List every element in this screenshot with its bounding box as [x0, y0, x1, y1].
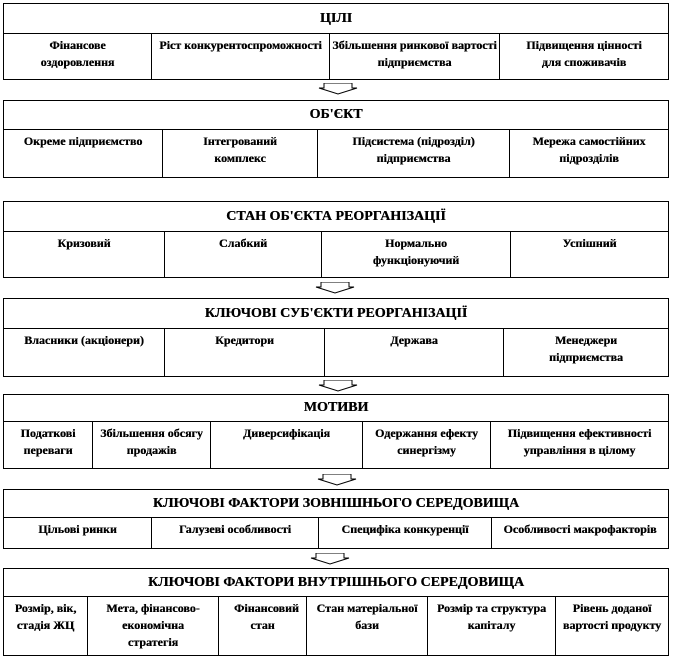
object-cell-network: Мережа самостійних підрозділів — [532, 134, 646, 165]
state-cell-normal: Нормально функціонуючий — [322, 232, 511, 277]
internal-factors-block — [3, 568, 669, 656]
internal-factors-header: КЛЮЧОВІ ФАКТОРИ ВНУТРІШНЬОГО СЕРЕДОВИЩА — [4, 569, 668, 597]
subjects-cell-managers: Менеджери підприємства — [549, 333, 623, 364]
object-cell-single-enterprise: Окреме підприємство — [4, 130, 163, 177]
internal-cell-financial-state: Фінансовий стан — [219, 597, 307, 655]
external-cell-macro-factors: Особливості макрофакторів — [503, 522, 657, 536]
motives-block — [3, 394, 669, 469]
motives-cell-tax-benefits: Податкові переваги — [4, 422, 93, 468]
internal-cell-size-age: Розмір, вік, стадія ЖЦ — [4, 597, 88, 655]
key-subjects-header: КЛЮЧОВІ СУБ'ЄКТИ РЕОРГАНІЗАЦІЇ — [4, 299, 668, 329]
subjects-cell-creditors: Кредитори — [165, 329, 325, 376]
external-factors-header: КЛЮЧОВІ ФАКТОРИ ЗОВНІШНЬОГО СЕРЕДОВИЩА — [4, 490, 668, 518]
motives-cell-sales-growth: Збільшення обсягу продажів — [93, 422, 211, 468]
motives-cell-diversification: Диверсифікація — [211, 422, 363, 468]
external-cell-target-markets: Цільові ринки — [4, 518, 152, 548]
arrow-down-icon — [310, 553, 350, 565]
subjects-cell-owners: Власники (акціонери) — [4, 329, 165, 376]
state-cell-crisis: Кризовий — [4, 232, 165, 277]
object-state-header: СТАН ОБ'ЄКТА РЕОРГАНІЗАЦІЇ — [4, 202, 668, 232]
motives-cell-management-efficiency: Підвищення ефективності управління в цілому — [507, 426, 652, 457]
motives-header: МОТИВИ — [4, 395, 668, 422]
arrow-down-icon — [318, 83, 358, 95]
external-factors-block — [3, 489, 669, 549]
motives-cell-synergy: Одержання ефекту синергізму — [363, 422, 491, 468]
key-subjects-block — [3, 298, 669, 377]
goals-cell-financial-recovery: Фінансове оздоровлення — [4, 34, 152, 79]
internal-cell-value-added: Рівень доданої вартості продукту — [562, 601, 662, 632]
state-cell-weak: Слабкий — [165, 232, 322, 277]
goals-cell-market-value: Збільшення ринкової вартості підприємства — [330, 34, 500, 79]
object-state-block — [3, 201, 669, 278]
state-cell-successful: Успішний — [562, 236, 617, 250]
object-block — [3, 100, 669, 178]
external-cell-industry-features: Галузеві особливості — [152, 518, 319, 548]
subjects-cell-state: Держава — [325, 329, 504, 376]
arrow-down-icon — [315, 282, 355, 294]
goals-cell-consumer-value: Підвищення цінності для споживачів — [526, 38, 642, 69]
object-cell-subsystem: Підсистема (підрозділ) підприємства — [318, 130, 510, 177]
arrow-down-icon — [317, 474, 357, 486]
goals-block — [3, 3, 669, 80]
internal-cell-material-base: Стан матеріальної бази — [307, 597, 428, 655]
object-cell-integrated-complex: Інтегрований комплекс — [163, 130, 318, 177]
internal-cell-strategy: Мета, фінансово-економічна стратегія — [88, 597, 219, 655]
external-cell-competition: Специфіка конкуренції — [319, 518, 492, 548]
object-header: ОБ'ЄКТ — [4, 101, 668, 130]
internal-cell-capital-structure: Розмір та структура капіталу — [428, 597, 556, 655]
goals-cell-competitiveness: Ріст конкурентоспроможності — [152, 34, 330, 79]
goals-header: ЦІЛІ — [4, 4, 668, 34]
arrow-down-icon — [318, 380, 358, 392]
